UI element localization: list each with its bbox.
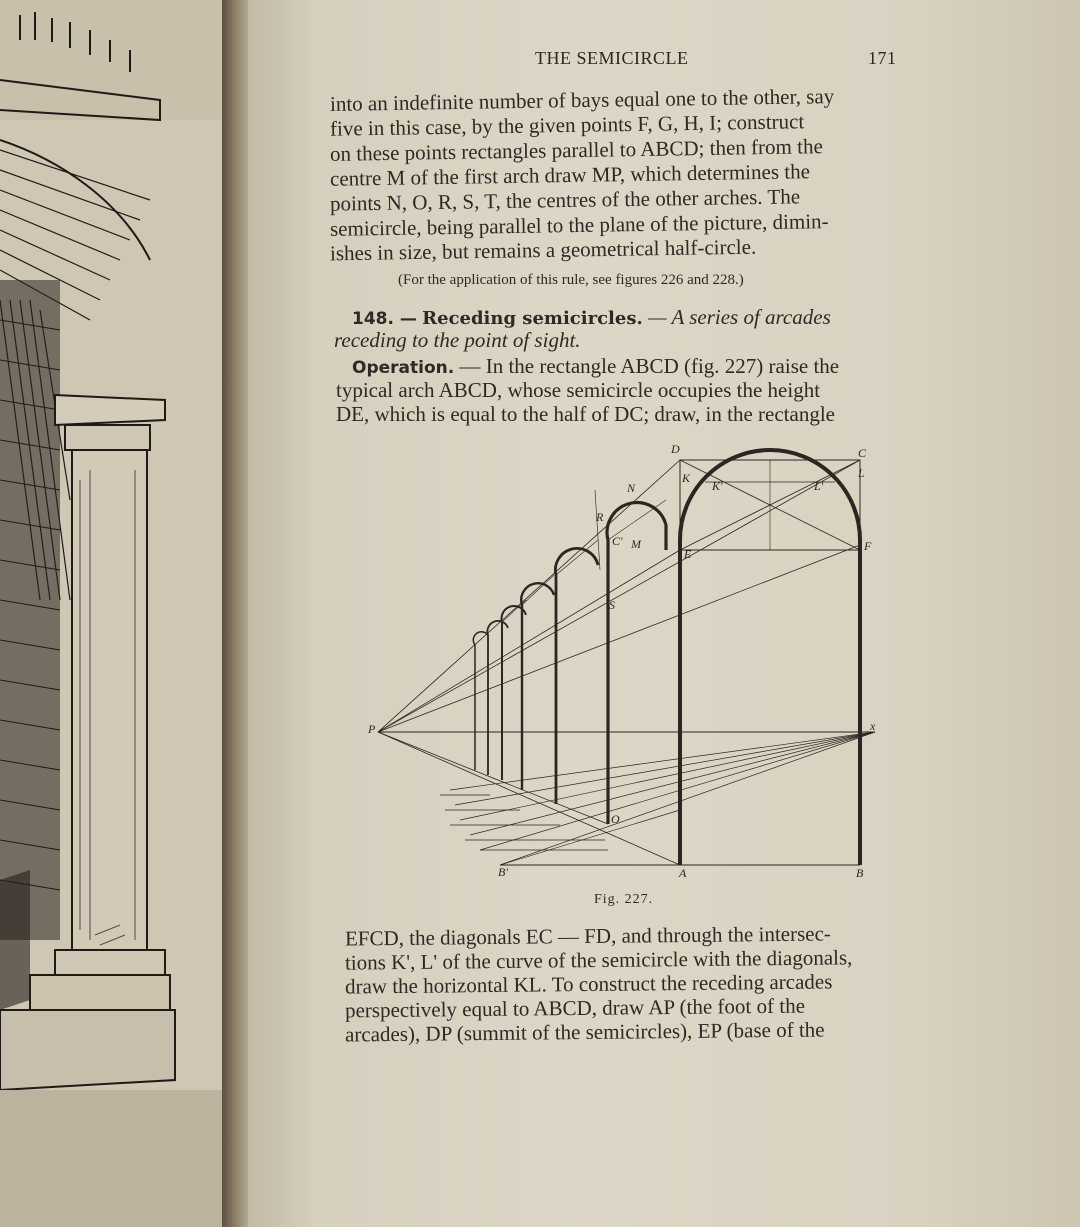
text-line: arcades), DP (summit of the semicircles), EP (base of the bbox=[344, 1017, 825, 1047]
section-subtitle-cont: receding to the point of sight. bbox=[334, 328, 581, 352]
figure-227-diagram bbox=[330, 430, 910, 890]
label-m: M bbox=[631, 537, 641, 551]
label-c-prime: C' bbox=[612, 534, 623, 548]
receding-arch bbox=[487, 621, 508, 775]
text-line: EFCD, the diagonals EC — FD, and through the intersec- bbox=[344, 921, 831, 951]
ray-cp bbox=[378, 460, 860, 732]
label-b-prime: B' bbox=[498, 865, 508, 879]
text-line: points N, O, R, S, T, the centres of the other arches. The bbox=[329, 184, 801, 216]
ray-ap bbox=[378, 732, 680, 865]
text-line: ishes in size, but remains a geometrical half-circle. bbox=[329, 234, 757, 266]
label-l: L bbox=[858, 466, 865, 480]
label-b: B bbox=[856, 866, 864, 880]
label-x: x bbox=[870, 719, 876, 733]
section-number: 148. — bbox=[352, 309, 417, 329]
label-k: K bbox=[682, 471, 691, 485]
text-line: semicircle, being parallel to the plane of the picture, dimin- bbox=[329, 209, 829, 241]
section-subtitle: — A series of arcades bbox=[647, 305, 831, 329]
label-e: E bbox=[684, 547, 692, 561]
label-n: N bbox=[627, 481, 636, 495]
text-line: draw the horizontal KL. To construct the receding arcades bbox=[344, 969, 833, 999]
label-p: P bbox=[368, 722, 376, 736]
ray-fp bbox=[378, 545, 860, 732]
label-a: A bbox=[679, 866, 687, 880]
label-o: O bbox=[611, 812, 620, 826]
text-line: centre M of the first arch draw MP, which determines the bbox=[329, 159, 811, 191]
text-line: perspectively equal to ABCD, draw AP (the foot of the bbox=[344, 993, 806, 1023]
label-f: F bbox=[864, 539, 872, 553]
label-l-prime: L' bbox=[814, 479, 824, 493]
arcade-engraving bbox=[0, 0, 232, 1227]
label-k-prime: K' bbox=[712, 479, 723, 493]
label-d: D bbox=[671, 442, 680, 456]
operation-text: — In the rectangle ABCD (fig. 227) raise the bbox=[459, 354, 840, 378]
section-title: Receding semicircles. bbox=[422, 308, 643, 329]
running-header: THE SEMICIRCLE bbox=[535, 48, 689, 68]
figure-caption: Fig. 227. bbox=[594, 892, 654, 907]
operation-label: Operation. bbox=[352, 358, 455, 378]
cross-reference-note: (For the application of this rule, see figures 226 and 228.) bbox=[398, 272, 744, 288]
ray-dp bbox=[378, 460, 680, 732]
label-s: S bbox=[609, 598, 615, 612]
left-page-engraving bbox=[0, 0, 232, 1227]
text-line: typical arch ABCD, whose semicircle occupies the height bbox=[336, 378, 821, 402]
text-line: tions K', L' of the curve of the semicircle with the diagonals, bbox=[344, 945, 853, 975]
label-c: C bbox=[858, 446, 867, 460]
text-line: into an indefinite number of bays equal one to the other, say bbox=[329, 84, 835, 116]
ray-ep bbox=[378, 550, 680, 732]
operation-line bbox=[352, 354, 839, 380]
text-line: five in this case, by the given points F, G, H, I; construct bbox=[329, 109, 805, 141]
page-number: 171 bbox=[868, 48, 897, 68]
receding-arch bbox=[555, 548, 598, 804]
text-line: DE, which is equal to the half of DC; draw, in the rectangle bbox=[336, 402, 835, 426]
label-r: R bbox=[596, 510, 604, 524]
text-line: on these points rectangles parallel to ABCD; then from the bbox=[329, 134, 823, 166]
